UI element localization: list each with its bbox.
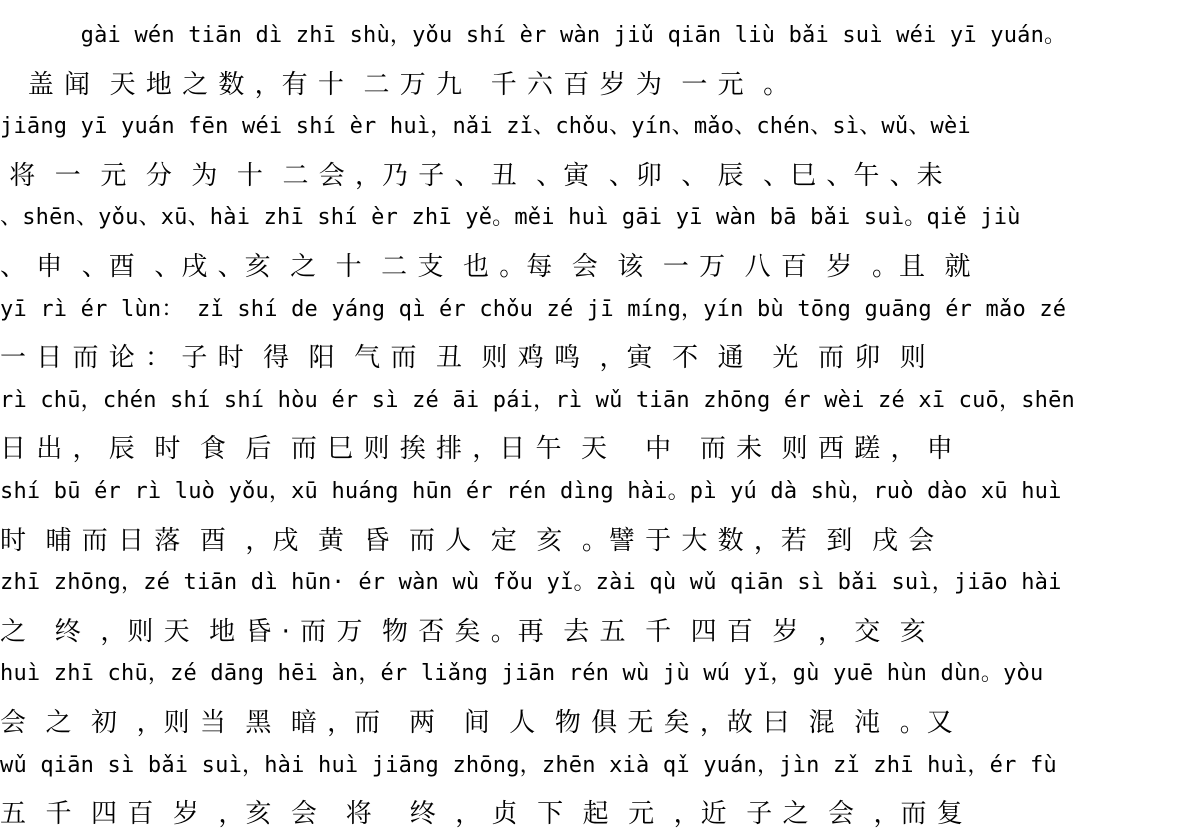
pinyin-line: shí bū ér rì luò yǒu，xū huáng hūn ér rén dìng hài。pì yú dà shù，ruò dào xū huì (0, 479, 1062, 504)
pinyin-line: 、shēn、yǒu、xū、hài zhī shí èr zhī yě。měi huì gāi yī wàn bā bǎi suì。qiě jiù (0, 205, 1021, 231)
pinyin-line: rì chū，chén shí shí hòu ér sì zé āi pái，rì wǔ tiān zhōng ér wèi zé xī cuō，shēn (0, 387, 1075, 413)
hanzi-line: 日 出 ， 辰 时 食 后 而 巳 则 挨 排 ，日 午 天 中 而 未 则 西 蹉 ， 申 (0, 434, 954, 465)
hanzi-line: 会 之 初 ，则 当 黑 暗 ，而 两 间 人 物 俱 无 矣 ，故 曰 混 沌 。又 (0, 708, 954, 738)
pinyin-line: zhī zhōng，zé tiān dì hūn· ér wàn wù fǒu yǐ。zài qù wǔ qiān sì bǎi suì，jiāo hài (0, 570, 1062, 596)
hanzi-line: 盖 闻 天 地 之 数 ，有 十 二 万 九 千 六 百 岁 为 一 元 。 (0, 69, 791, 100)
hanzi-line: 时 晡 而 日 落 酉 ，戌 黄 昏 而 人 定 亥 。譬 于 大 数 ，若 到 戌 会 (0, 525, 936, 556)
hanzi-line: 五 千 四 百 岁 ，亥 会 将 终 ， 贞 下 起 元 ，近 子 之 会 ，而 复 (0, 799, 964, 830)
pinyin-line: jiāng yī yuán fēn wéi shí èr huì，nǎi zǐ、chǒu、yín、mǎo、chén、sì、wǔ、wèi (0, 114, 971, 140)
cropped-top-line (0, 0, 1201, 6)
pinyin-line: gài wén tiān dì zhī shù，yǒu shí èr wàn jiǔ qiān liù bǎi suì wéi yī yuán。 (0, 23, 1067, 48)
hanzi-line: 将 一 元 分 为 十 二 会 ，乃 子 、 丑 、寅 、卯 、 辰 、巳 、午 、未 (0, 160, 944, 191)
pinyin-line: yī rì ér lùn： zǐ shí de yáng qì ér chǒu zé jī míng，yín bù tōng guāng ér mǎo zé (0, 296, 1067, 322)
hanzi-line: 一 日 而 论 ： 子 时 得 阳 气 而 丑 则 鸡 鸣 ，寅 不 通 光 而 卯 则 (0, 343, 927, 374)
hanzi-line: 之 终 ，则 天 地 昏 · 而 万 物 否 矣 。再 去 五 千 四 百 岁 ， 交 亥 (0, 616, 927, 647)
pinyin-line: wǔ qiān sì bǎi suì，hài huì jiāng zhōng，zhēn xià qǐ yuán，jìn zǐ zhī huì，ér fù (0, 752, 1057, 778)
hanzi-line: 、 申 、酉 、戌 、亥 之 十 二 支 也 。每 会 该 一 万 八 百 岁 。且 就 (0, 252, 972, 282)
pinyin-line: huì zhī chū，zé dāng hēi àn，ér liǎng jiān rén wù jù wú yǐ，gù yuē hùn dùn。yòu (0, 661, 1044, 687)
